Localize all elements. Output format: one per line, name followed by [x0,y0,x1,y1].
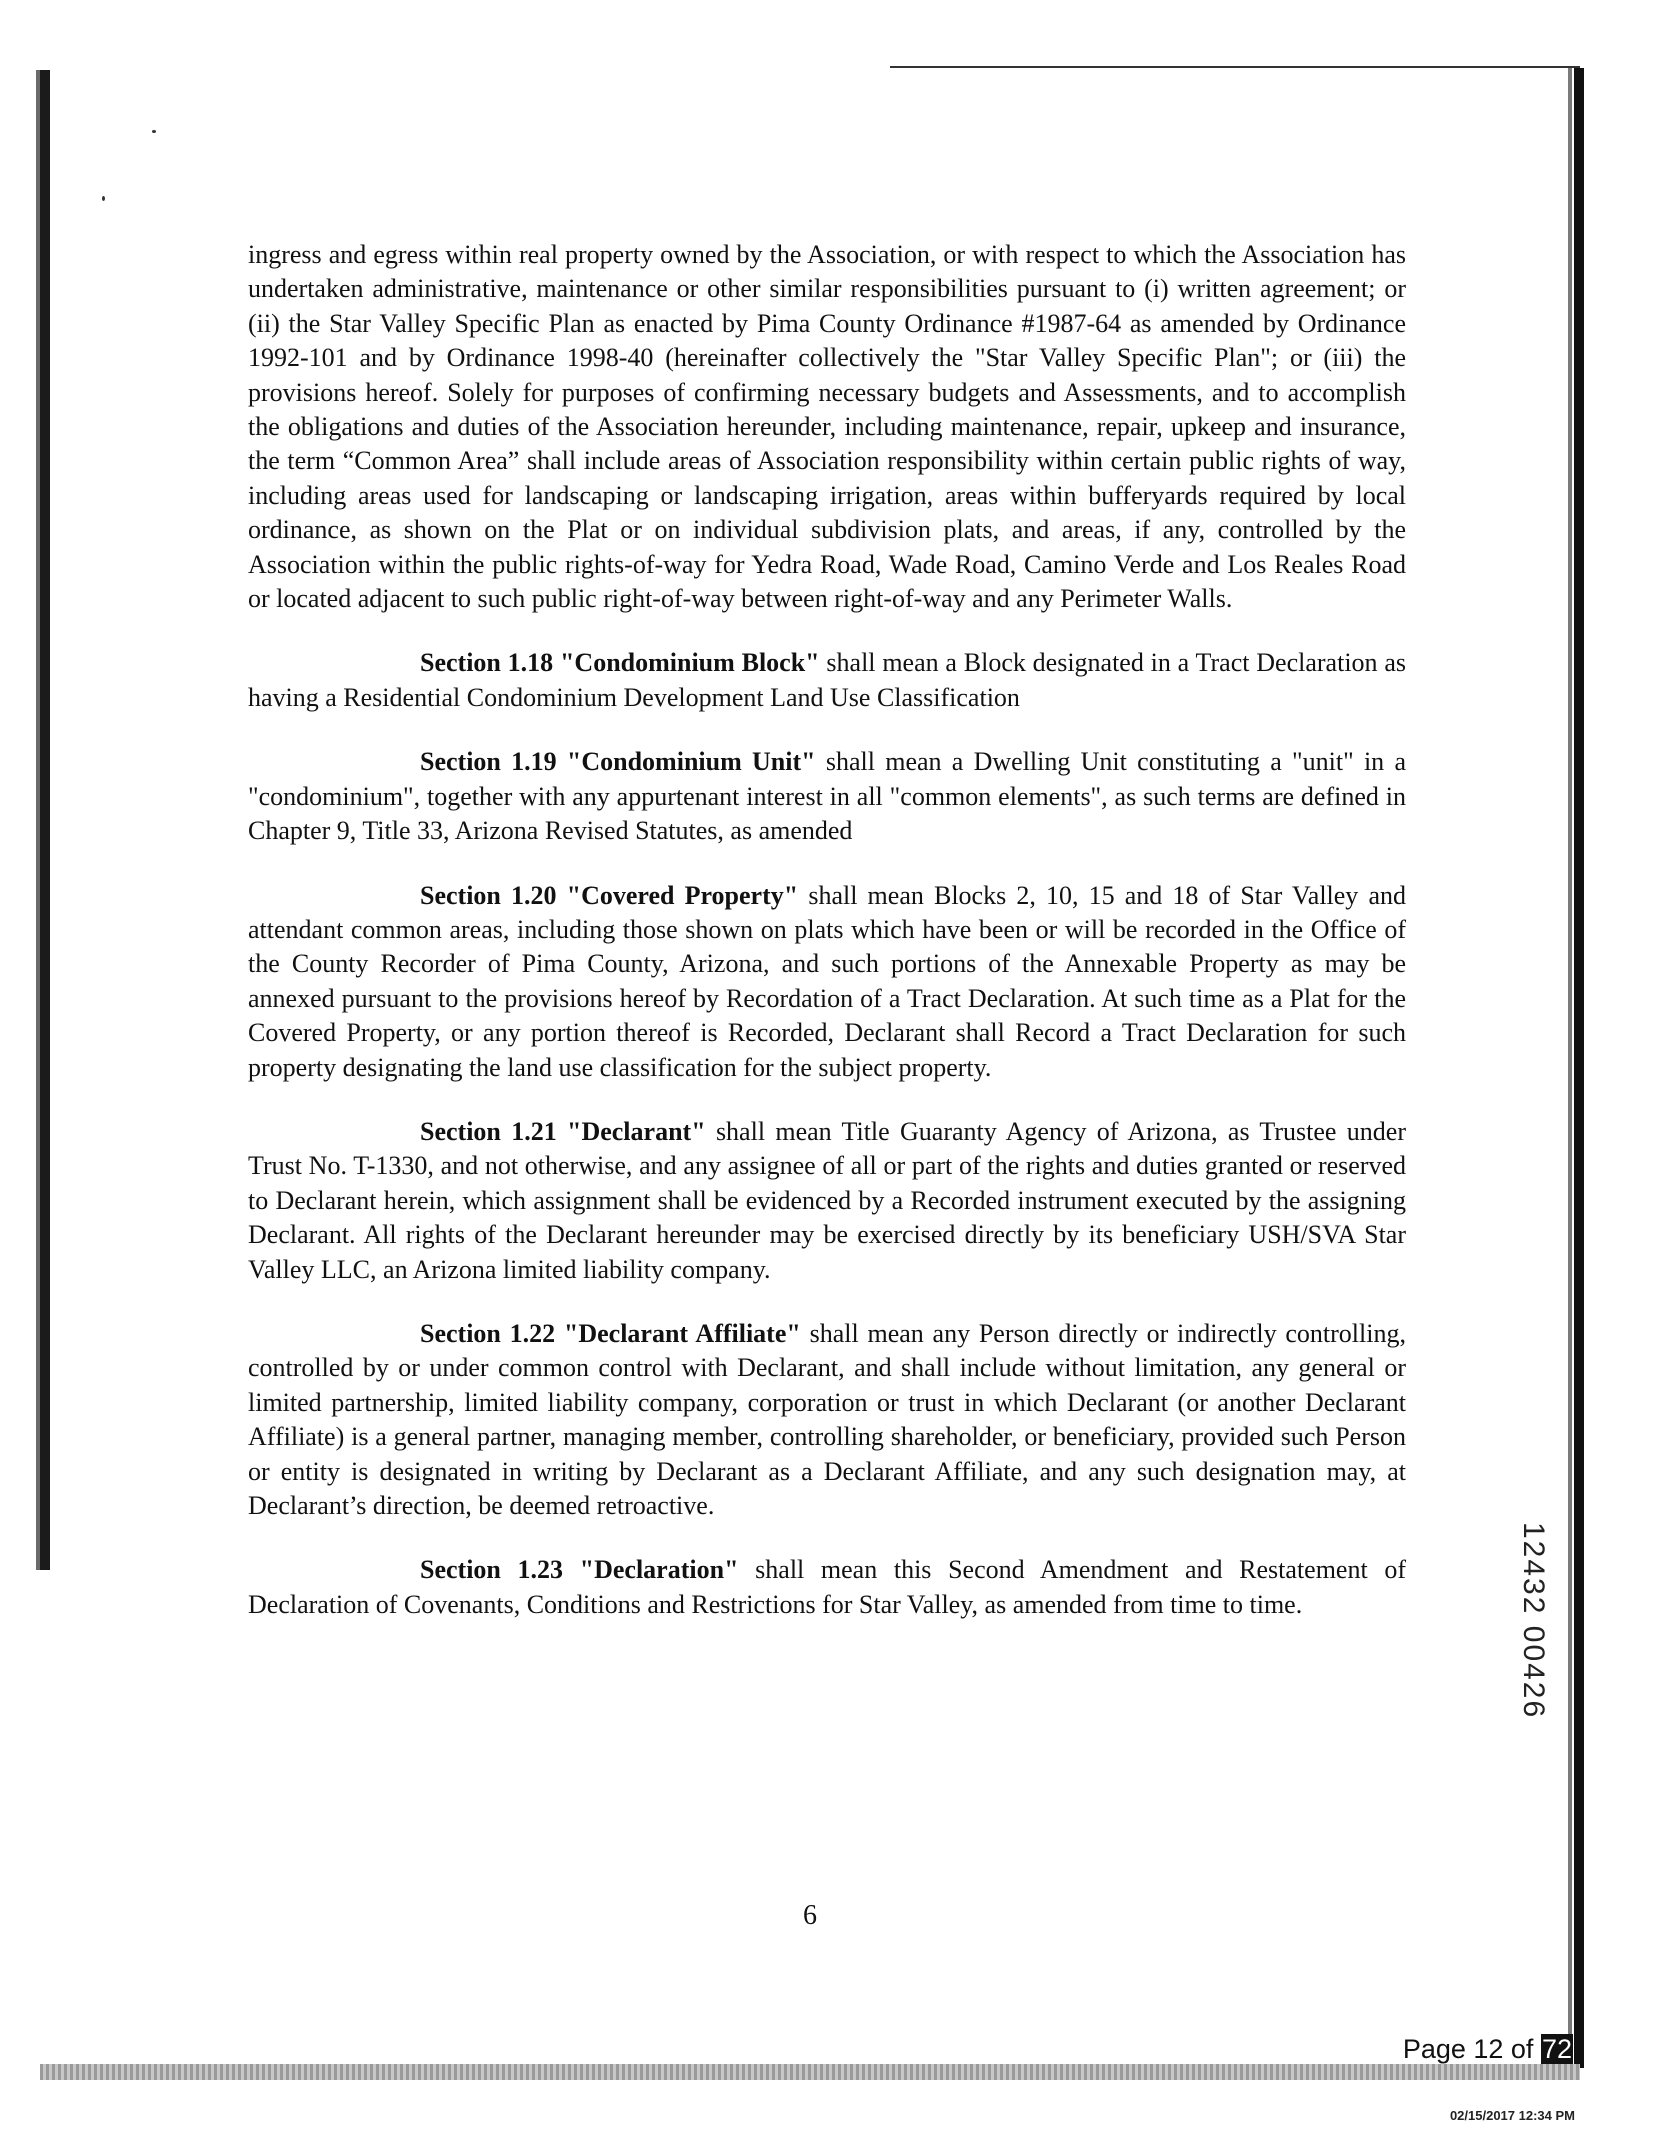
section-body: shall mean a Dwelling Unit constituting a "unit" in a "condominium", together with any appurtenant interest in all "common elements", as such terms are defined in Chapter 9, Title 33, Arizona Revised Statutes, as amended [248,747,1406,846]
recording-number: 12432 00426 [1517,1522,1550,1720]
page-counter-total: 72 [1541,2034,1572,2064]
scan-edge-left [40,70,50,1570]
section-1-23 [248,1553,1406,1622]
section-heading: Section 1.20 "Covered Property" [420,880,799,910]
page-counter [1398,2034,1573,2065]
section-heading: Section 1.18 "Condominium Block" [420,648,820,678]
intro-paragraph: ingress and egress within real property owned by the Association, or with respect to which the Association has undertaken administrative, maintenance or other similar responsibilities pursuant to (i) written agreement; or (ii) the Star Valley Specific Plan as enacted by Pima County Ordinance #1987-64 as amended by Ordinance 1992-101 and by Ordinance 1998-40 (hereinafter collectively the "Star Valley Specific Plan"; or (iii) the provisions hereof. Solely for purposes of confirming necessary budgets and Assessments, and to accomplish the obligations and duties of the Association hereunder, including maintenance, repair, upkeep and insurance, the term “Common Area” shall include areas of Association responsibility within certain public rights of way, including areas used for landscaping or landscaping irrigation, areas within bufferyards required by local ordinance, as shown on the Plat or on individual subdivision plats, and areas, if any, controlled by the Association within the public rights-of-way for Yedra Road, Wade Road, Camino Verde and Los Reales Road or located adjacent to such public right-of-way between right-of-way and any Perimeter Walls. [248,240,1406,614]
scan-speck [102,196,105,201]
section-1-20 [248,879,1406,1085]
section-1-19 [248,745,1406,848]
scan-top-rule [890,66,1580,68]
section-1-22 [248,1317,1406,1523]
page-counter-label: Page 12 of [1402,2034,1541,2064]
section-body: shall mean Blocks 2, 10, 15 and 18 of Star Valley and attendant common areas, including those shown on plats which have been or will be recorded in the Office of the County Recorder of Pima County, Arizona, and such portions of the Annexable Property as may be annexed pursuant to the provisions hereof by Recordation of a Tract Declaration. At such time as a Plat for the Covered Property, or any portion thereof is Recorded, Declarant shall Record a Tract Declaration for such property designating the land use classification for the subject property. [248,880,1406,1082]
section-body: shall mean any Person directly or indirectly controlling, controlled by or under common control with Declarant, and shall include without limitation, any general or limited partnership, limited liability company, corporation or trust in which Declarant (or another Declarant Affiliate) is a general partner, managing member, controlling shareholder, or beneficiary, provided such Person or entity is designated in writing by Declarant as a Declarant Affiliate, and any such designation may, at Declarant’s direction, be deemed retroactive. [248,1318,1406,1520]
scan-right-edge-shadow [1568,68,1572,2068]
scan-right-edge [1574,68,1584,2068]
page-number: 6 [803,1900,817,1931]
section-heading: Section 1.23 "Declaration" [420,1555,739,1585]
recording-timestamp: 02/15/2017 12:34 PM [1449,2108,1575,2123]
section-1-18 [248,646,1406,715]
section-heading: Section 1.21 "Declarant" [420,1116,706,1146]
scan-bottom-band [40,2064,1580,2080]
section-body: shall mean a Block designated in a Tract Declaration as having a Residential Condominium Development Land Use Classification [248,648,1407,712]
section-1-21 [248,1115,1406,1287]
document-body [248,238,1406,1622]
scan-speck [152,130,156,133]
section-heading: Section 1.19 "Condominium Unit" [420,747,816,777]
section-body: shall mean Title Guaranty Agency of Arizona, as Trustee under Trust No. T-1330, and not otherwise, and any assignee of all or part of the rights and duties granted or reserved to Declarant herein, which assignment shall be evidenced by a Recorded instrument executed by the assigning Declarant. All rights of the Declarant hereunder may be exercised directly by its beneficiary USH/SVA Star Valley LLC, an Arizona limited liability company. [248,1116,1406,1284]
section-body: shall mean this Second Amendment and Restatement of Declaration of Covenants, Conditions and Restrictions for Star Valley, as amended from time to time. [248,1555,1406,1619]
section-heading: Section 1.22 "Declarant Affiliate" [420,1318,801,1348]
